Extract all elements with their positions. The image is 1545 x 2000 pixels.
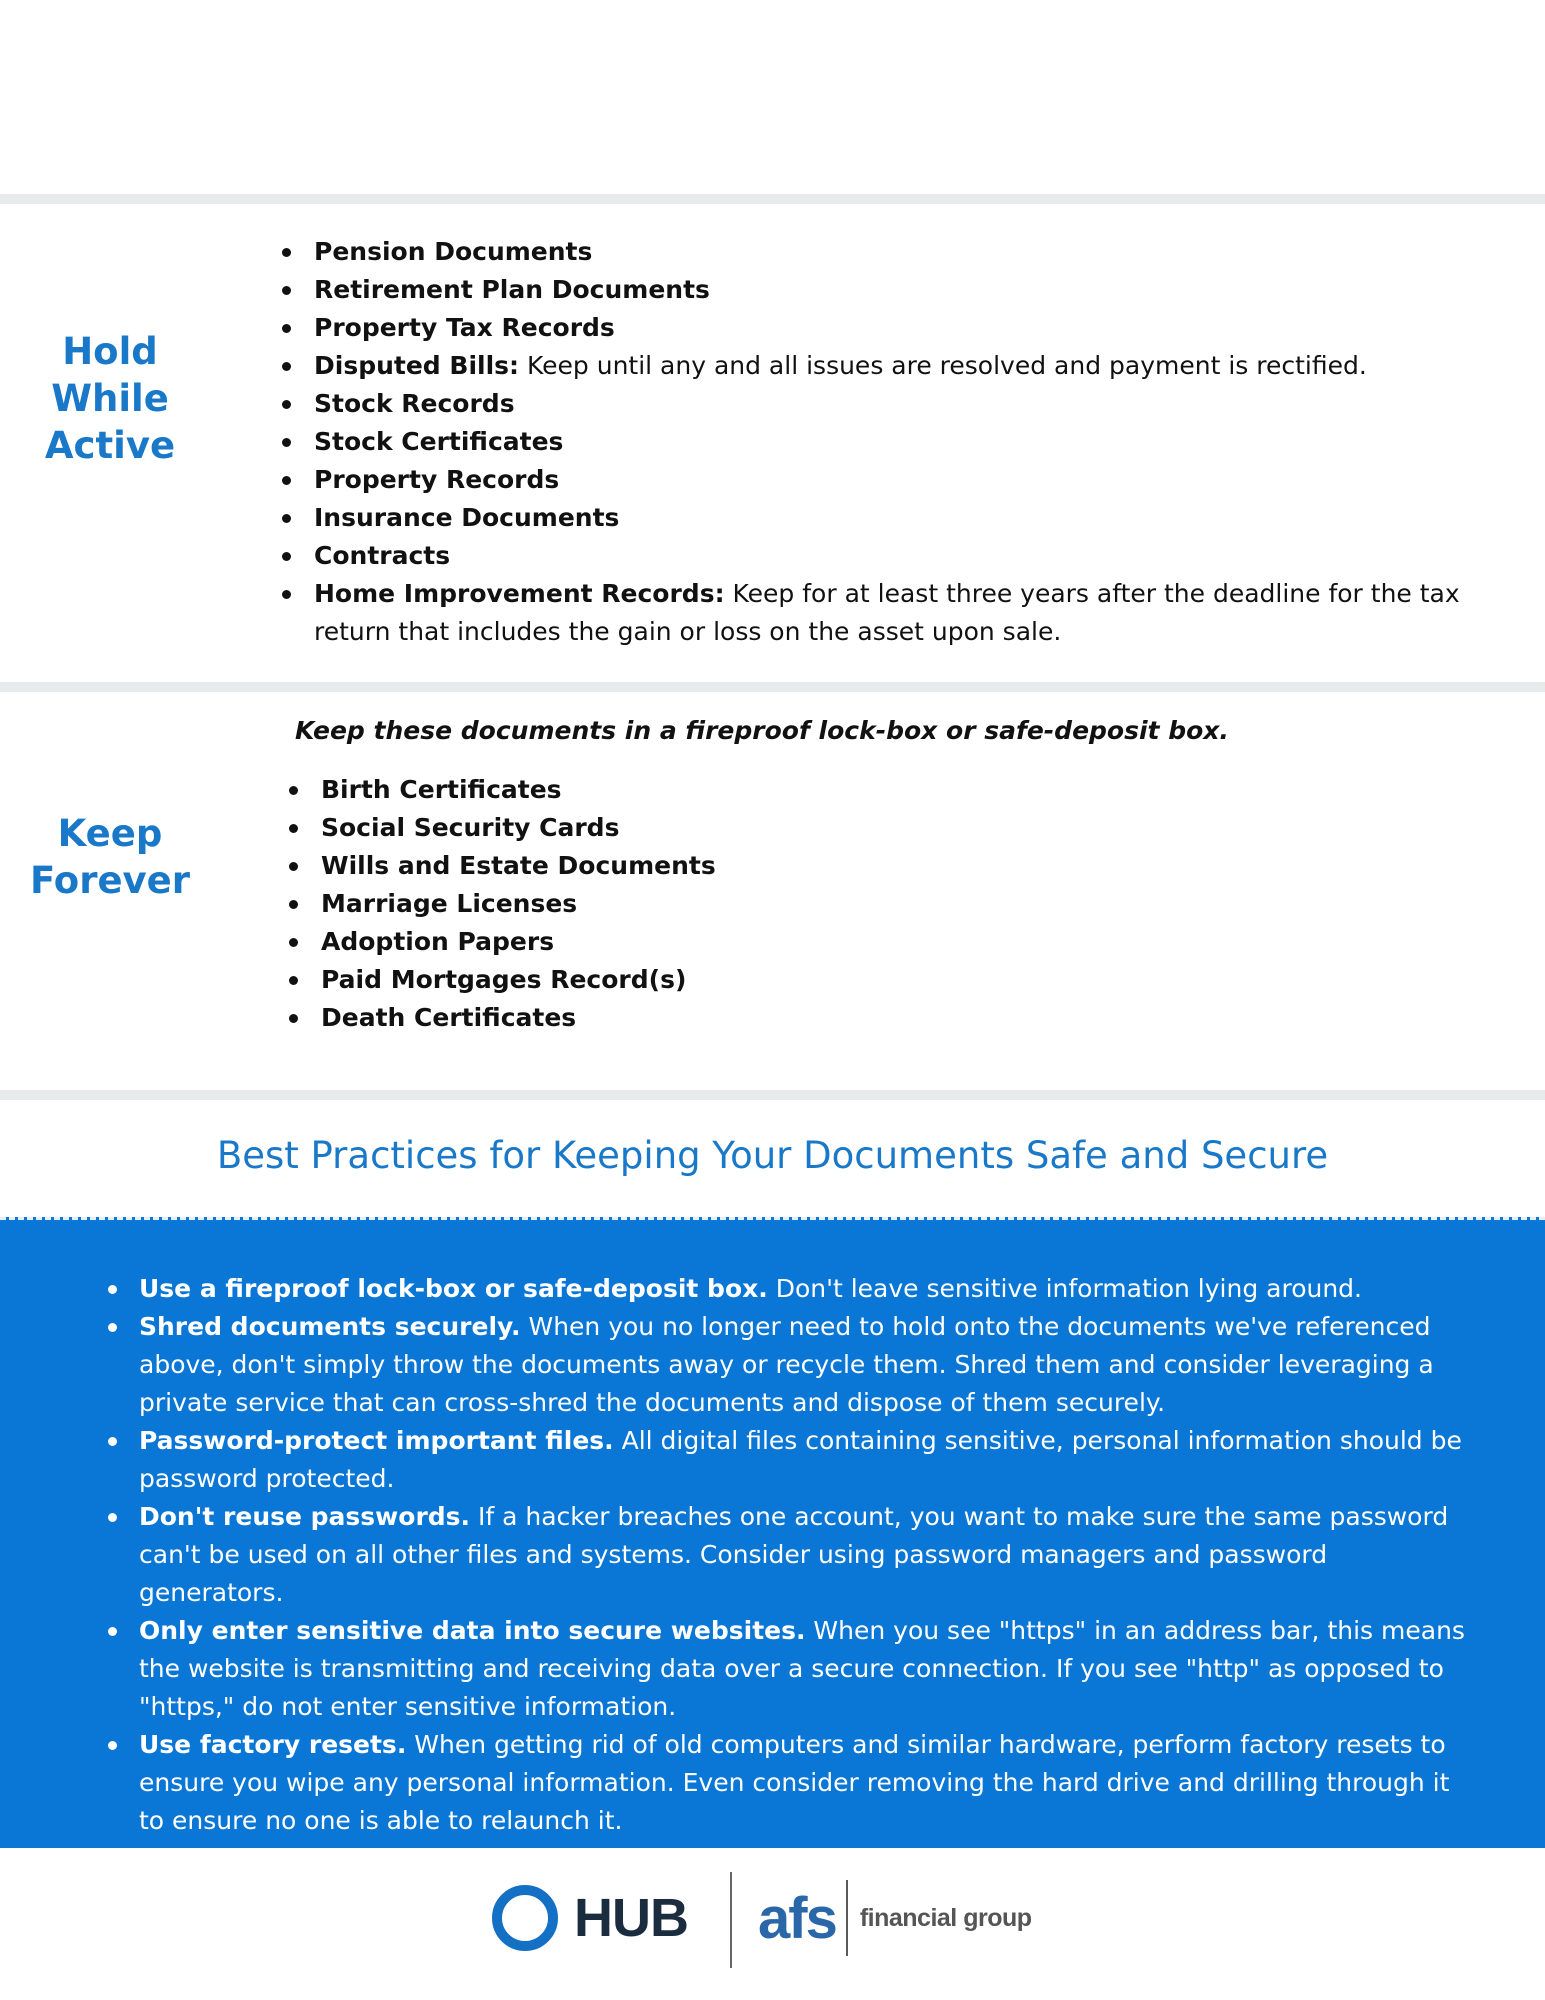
list-item: Death Certificates [285,999,1185,1037]
list-item: Only enter sensitive data into secure websites. When you see "https" in an address bar, this means the website is transmitting and receiving data over a secure connection. If you see "http" as opposed to "https," do not enter sensitive information. [103,1612,1473,1726]
hold-documents-list [278,233,1478,651]
section-divider-top [0,194,1545,204]
list-item: Contracts [278,537,1478,575]
list-item: Stock Certificates [278,423,1478,461]
section-divider-bottom [0,1090,1545,1100]
hold-label-line-2: While [51,377,169,420]
hub-logo [492,1885,688,1951]
hold-label-line-1: Hold [62,330,158,373]
list-item: Stock Records [278,385,1478,423]
afs-logo [758,1880,1032,1956]
list-item: Birth Certificates [285,771,1185,809]
keep-label-line-2: Forever [30,859,190,902]
hub-ring-icon [492,1885,558,1951]
list-item: Wills and Estate Documents [285,847,1185,885]
section-divider-middle [0,682,1545,692]
list-item: Social Security Cards [285,809,1185,847]
logo-separator [730,1872,732,1968]
best-practices-panel [0,1217,1545,1848]
list-item: Retirement Plan Documents [278,271,1478,309]
list-item: Don't reuse passwords. If a hacker breaches one account, you want to make sure the same password can't be used on all other files and systems. Consider using password managers and password generators. [103,1498,1473,1612]
list-item: Use a fireproof lock-box or safe-deposit box. Don't leave sensitive information lying around. [103,1270,1473,1308]
footer [0,1845,1545,2000]
afs-separator [846,1880,848,1956]
hold-label-line-3: Active [44,424,176,467]
list-item: Home Improvement Records: Keep for at least three years after the deadline for the tax return that includes the gain or loss on the asset upon sale. [278,575,1478,651]
best-practices-list [103,1270,1473,1840]
keep-label-line-1: Keep [57,812,163,855]
list-item: Pension Documents [278,233,1478,271]
keep-documents-list [285,771,1185,1037]
list-item: Disputed Bills: Keep until any and all issues are resolved and payment is rectified. [278,347,1478,385]
list-item: Adoption Papers [285,923,1185,961]
keep-forever-label [0,810,220,904]
list-item: Use factory resets. When getting rid of old computers and similar hardware, perform factory resets to ensure you wipe any personal information. Even consider removing the hard drive and drilling through it to ensure no one is able to relaunch it. [103,1726,1473,1840]
list-item: Property Tax Records [278,309,1478,347]
list-item: Password-protect important files. All digital files containing sensitive, personal information should be password protected. [103,1422,1473,1498]
list-item: Paid Mortgages Record(s) [285,961,1185,999]
list-item: Insurance Documents [278,499,1478,537]
afs-logo-text: afs [758,1885,836,1951]
list-item: Marriage Licenses [285,885,1185,923]
list-item: Shred documents securely. When you no longer need to hold onto the documents we've referenced above, don't simply throw the documents away or recycle them. Shred them and consider leveraging a private service that can cross-shred the documents and dispose of them securely. [103,1308,1473,1422]
afs-logo-subtitle: financial group [859,1903,1032,1932]
keep-forever-note: Keep these documents in a fireproof lock-box or safe-deposit box. [295,716,1229,745]
hub-logo-text: HUB [574,1888,688,1948]
hold-while-active-label [0,328,220,469]
list-item: Property Records [278,461,1478,499]
best-practices-title: Best Practices for Keeping Your Documents Safe and Secure [216,1134,1329,1177]
